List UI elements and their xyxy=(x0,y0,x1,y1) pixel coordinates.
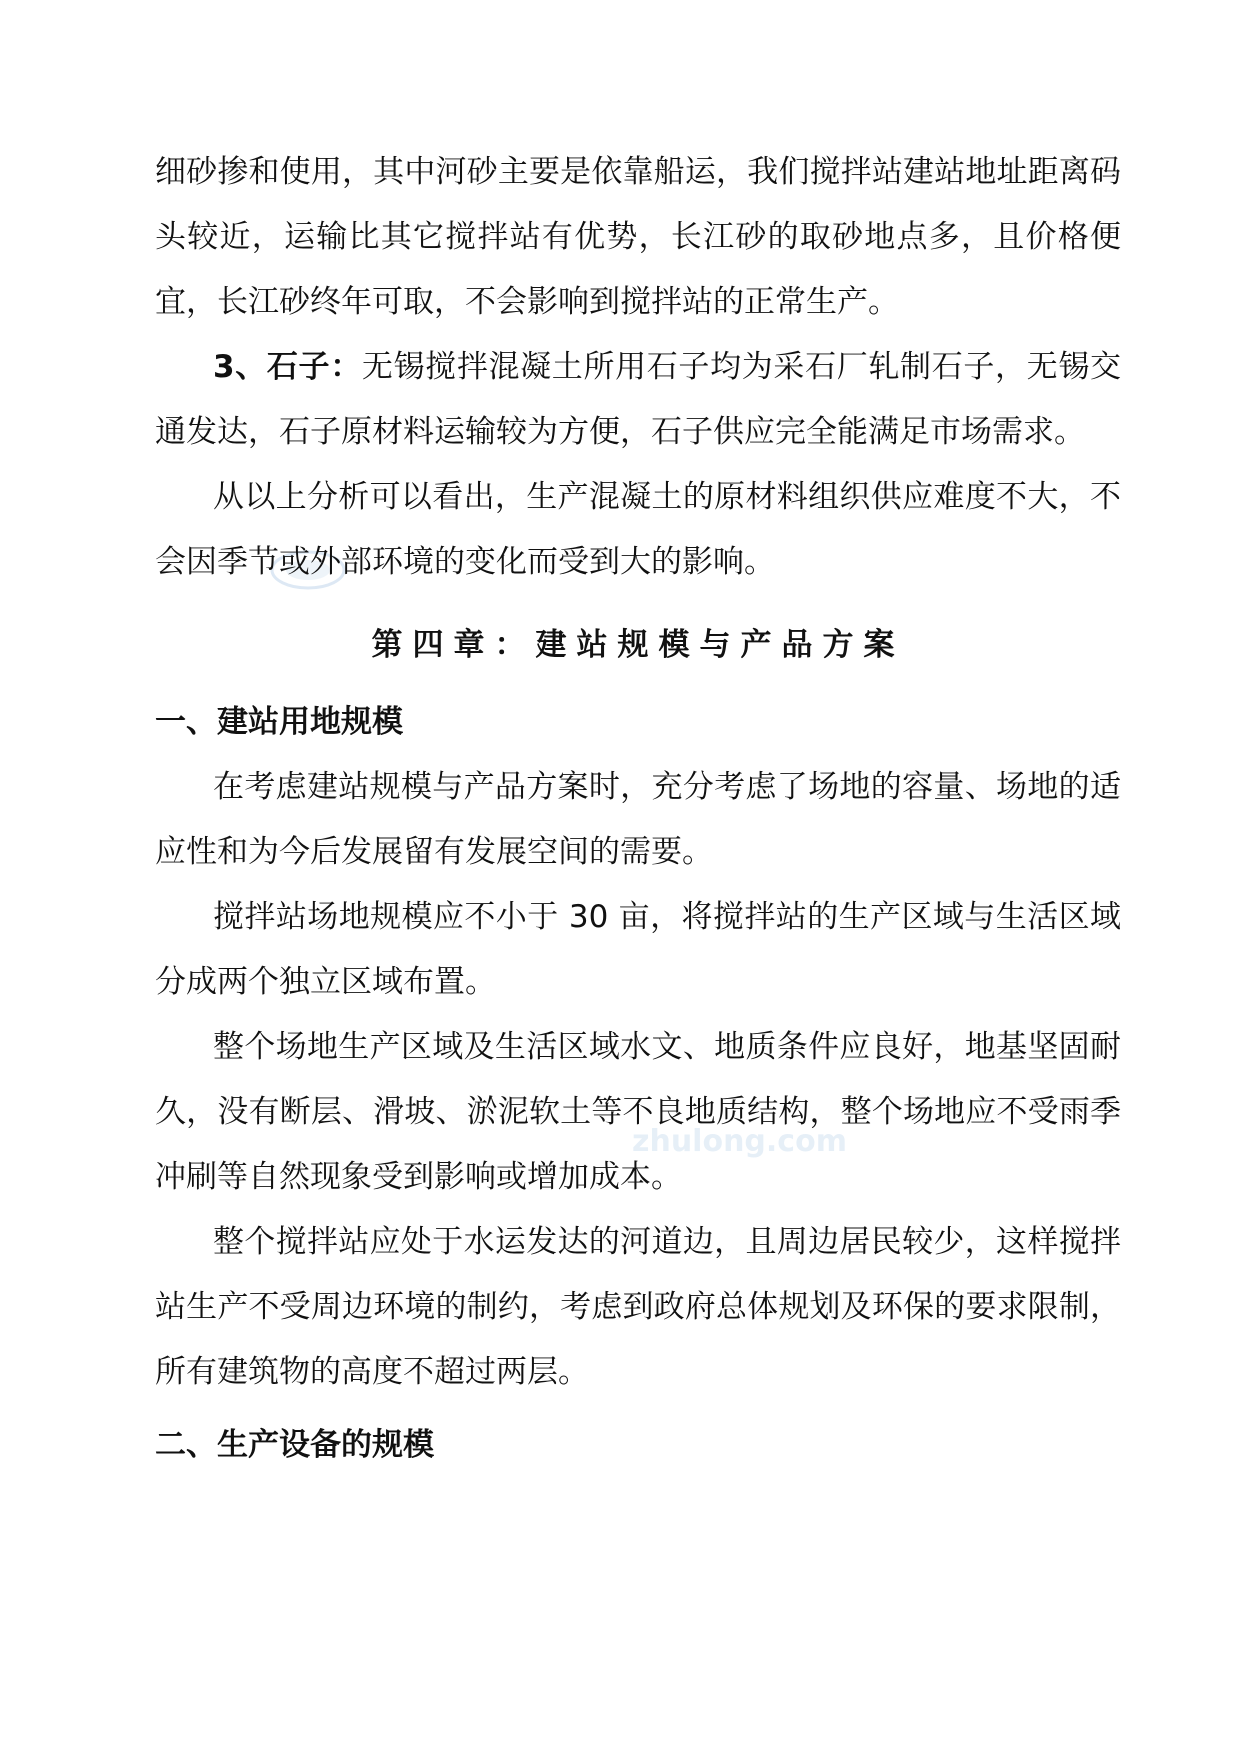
section-heading-equipment: 二、生产设备的规模 xyxy=(155,1427,434,1463)
paragraph-summary: 从以上分析可以看出，生产混凝土的原材料组织供应难度不大，不会因季节或外部环境的变化而受到大的影响。 xyxy=(155,479,1121,580)
paragraph-land-4: 整个搅拌站应处于水运发达的河道边，且周边居民较少，这样搅拌站生产不受周边环境的制约，考虑到政府总体规划及环保的要求限制，所有建筑物的高度不超过两层。 xyxy=(155,1224,1121,1390)
paragraph-stone xyxy=(155,335,1121,465)
item-text-stone: 无锡搅拌混凝土所用石子均为采石厂轧制石子，无锡交通发达，石子原材料运输较为方便，石子供应完全能满足市场需求。 xyxy=(155,349,1121,450)
item-label-stone: 3、石子： xyxy=(213,349,362,385)
paragraph-land-2: 搅拌站场地规模应不小于 30 亩，将搅拌站的生产区域与生活区域分成两个独立区域布置。 xyxy=(155,899,1121,1000)
watermark-text: zhulong.com xyxy=(632,1124,847,1159)
chapter-title: 第四章：建站规模与产品方案 xyxy=(371,627,905,663)
document-page xyxy=(155,140,1121,1478)
paragraph-land-1: 在考虑建站规模与产品方案时，充分考虑了场地的容量、场地的适应性和为今后发展留有发展空间的需要。 xyxy=(155,769,1121,870)
section-heading-land: 一、建站用地规模 xyxy=(155,704,403,740)
paragraph-sand-continued: 细砂掺和使用，其中河砂主要是依靠船运，我们搅拌站建站地址距离码头较近，运输比其它搅拌站有优势，长江砂的取砂地点多，且价格便宜，长江砂终年可取，不会影响到搅拌站的正常生产。 xyxy=(155,154,1121,320)
paragraph-land-3: 整个场地生产区域及生活区域水文、地质条件应良好，地基坚固耐久，没有断层、滑坡、淤泥软土等不良地质结构，整个场地应不受雨季冲刷等自然现象受到影响或增加成本。 xyxy=(155,1029,1121,1195)
